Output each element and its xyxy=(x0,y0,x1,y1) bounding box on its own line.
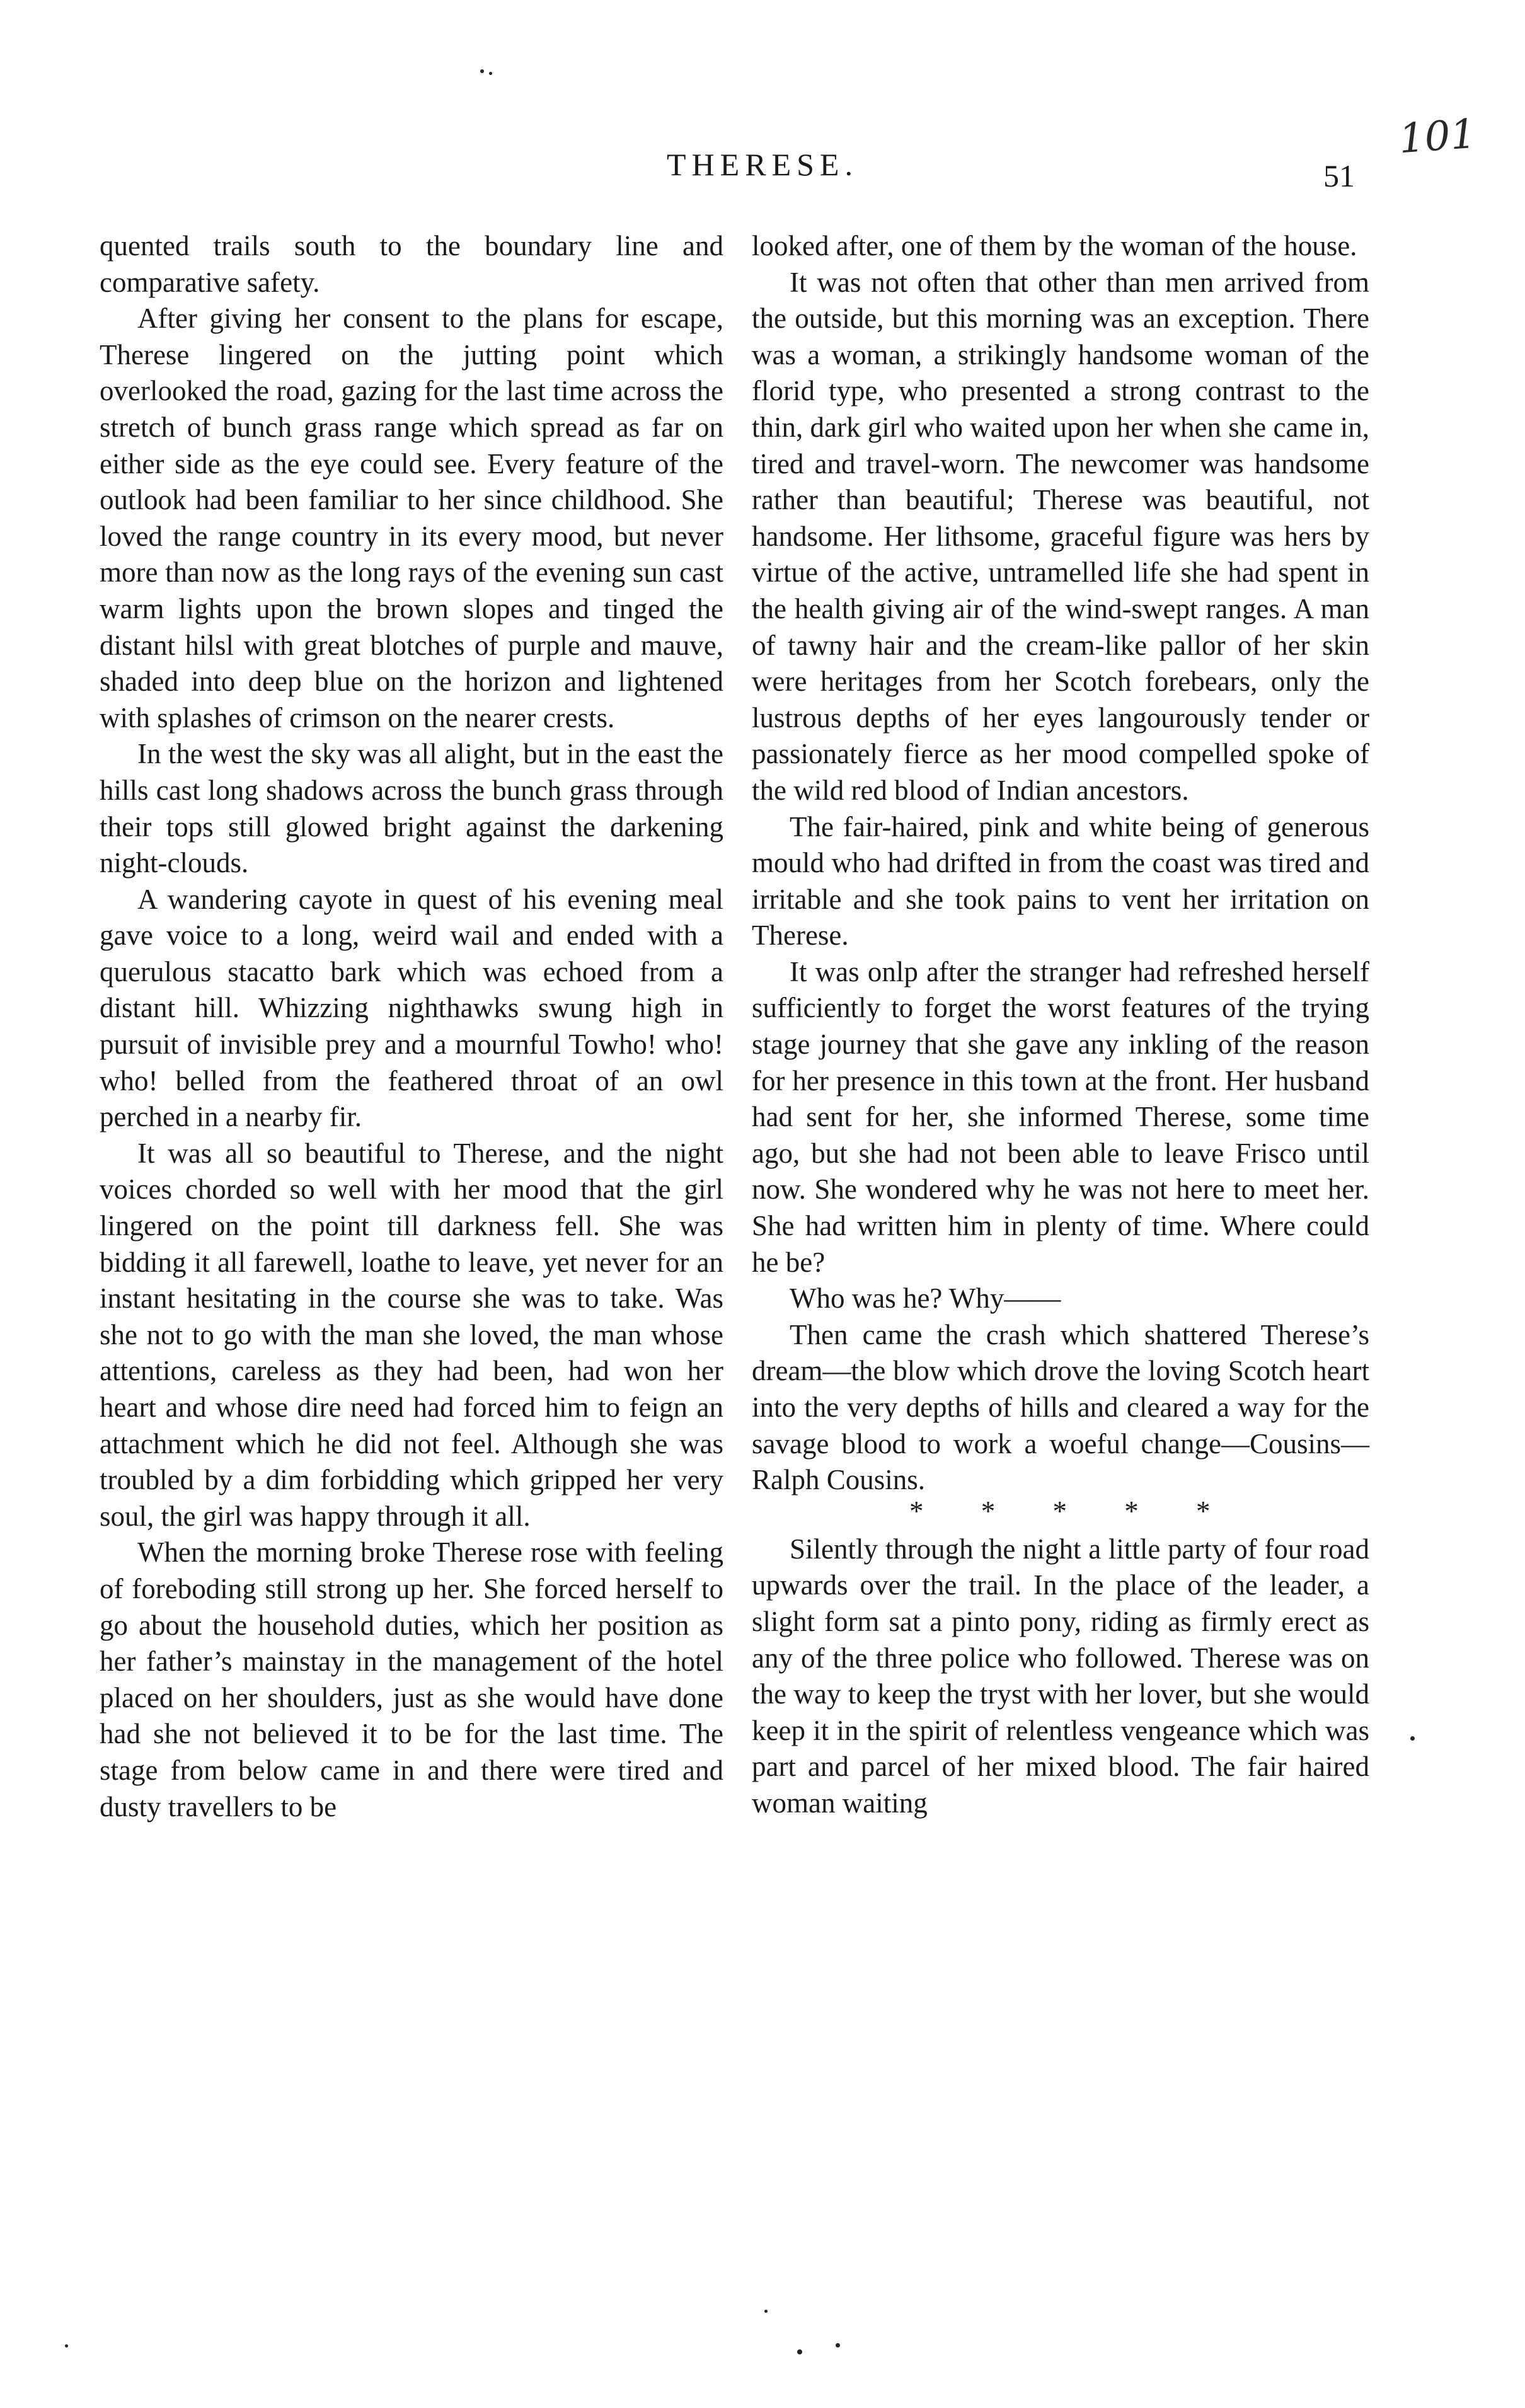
ink-speck xyxy=(836,2343,840,2348)
paragraph: Then came the crash which shattered Therese’s dream—the blow which drove the loving Scotch heart into the very depths of hills and cleared a way for the savage blood to work a woeful change—Cousins—Ralph Cousins. xyxy=(752,1318,1369,1496)
ink-speck xyxy=(65,2344,68,2348)
ink-speck xyxy=(489,72,492,75)
running-title: THERESE. xyxy=(667,147,858,182)
paragraph: quented trails south to the boundary line and comparative safety. xyxy=(100,230,723,298)
paragraph: In the west the sky was all alight, but in the east the hills cast long shadows across the bunch grass through their tops still glowed bright against the darkening night-clouds. xyxy=(100,738,723,879)
paragraph: Silently through the night a little party of four road upwards over the trail. In the place of the leader, a slight form sat a pinto pony, riding as firmly erect as any of the three police who followed. Therese was on the way to keep the tryst with her lover, but she would keep it in the spirit of relentless vengeance which was part and parcel of her mixed blood. The fair haired woman waiting xyxy=(752,1533,1369,1819)
paragraph: It was onlp after the stranger had refreshed herself sufficiently to forget the worst features of the trying stage journey that she gave any inkling of the reason for her presence in this town at the front. Her husband had sent for her, she informed Therese, some time ago, but she had not been able to leave Frisco until now. She wondered why he was not here to meet her. She had written him in plenty of time. Where could he be? xyxy=(752,955,1369,1278)
paragraph: It was not often that other than men arrived from the outside, but this morning was an exception. There was a woman, a strikingly handsome woman of the florid type, who presented a strong contrast to the thin, dark girl who waited upon her when she came in, tired and travel-worn. The newcomer was handsome rather than beautiful; Therese was beautiful, not handsome. Her lithsome, graceful figure was hers by virtue of the active, untramelled life she had spent in the health giving air of the wind-swept ranges. A man of tawny hair and the cream-like pallor of her skin were heritages from her Scotch forebears, only the lustrous depths of her eyes langourously tender or passionately fierce as her mood compelled spoke of the wild red blood of Indian ancestors. xyxy=(752,266,1369,806)
ink-speck xyxy=(480,69,484,73)
page-number: 51 xyxy=(1323,158,1355,193)
right-column xyxy=(752,228,1369,1822)
section-break-asterisks: * * * * * xyxy=(909,1495,1236,1527)
paragraph: It was all so beautiful to Therese, and the night voices chorded so well with her mood that the girl lingered on the point till darkness fell. She was bidding it all farewell, loathe to leave, yet never for an instant hesitating in the course she was to take. Was she not to go with the man she loved, the man whose attentions, careless as they had been, had won her heart and whose dire need had forced him to feign an attachment which he did not feel. Although she was troubled by a dim forbidding which gripped her very soul, the girl was happy through it all. xyxy=(100,1137,723,1532)
ink-speck xyxy=(764,2310,768,2313)
handwritten-folio-number: 101 xyxy=(1397,110,1478,163)
paragraph: The fair-haired, pink and white being of generous mould who had drifted in from the coast was tired and irritable and she took pains to vent her irritation on Therese. xyxy=(752,810,1369,952)
paragraph: A wandering cayote in quest of his evening meal gave voice to a long, weird wail and ended with a querulous stacatto bark which was echoed from a distant hill. Whizzing nighthawks swung high in pursuit of invisible prey and a mournful Towho! who! who! belled from the feathered throat of an owl perched in a nearby fir. xyxy=(100,883,723,1133)
ink-speck xyxy=(1410,1736,1415,1741)
paragraph: When the morning broke Therese rose with feeling of foreboding still strong up her. She forced herself to go about the household duties, which her position as her father’s mainstay in the management of the hotel placed on her shoulders, just as she would have done had she not believed it to be for the last time. The stage from below came in and there were tired and dusty travellers to be xyxy=(100,1536,723,1823)
left-column xyxy=(100,228,723,1825)
paragraph: Who was he? Why—— xyxy=(790,1282,1061,1315)
paragraph: looked after, one of them by the woman of the house. xyxy=(752,230,1357,262)
ink-speck xyxy=(797,2349,802,2354)
paragraph: After giving her consent to the plans for escape, Therese lingered on the jutting point which overlooked the road, gazing for the last time across the stretch of bunch grass range which spread as far on either side as the eye could see. Every feature of the outlook had been familiar to her since childhood. She loved the range country in its every mood, but never more than now as the long rays of the evening sun cast warm lights upon the brown slopes and tinged the distant hilsl with great blotches of purple and mauve, shaded into deep blue on the horizon and lightened with splashes of crimson on the nearer crests. xyxy=(100,302,723,734)
